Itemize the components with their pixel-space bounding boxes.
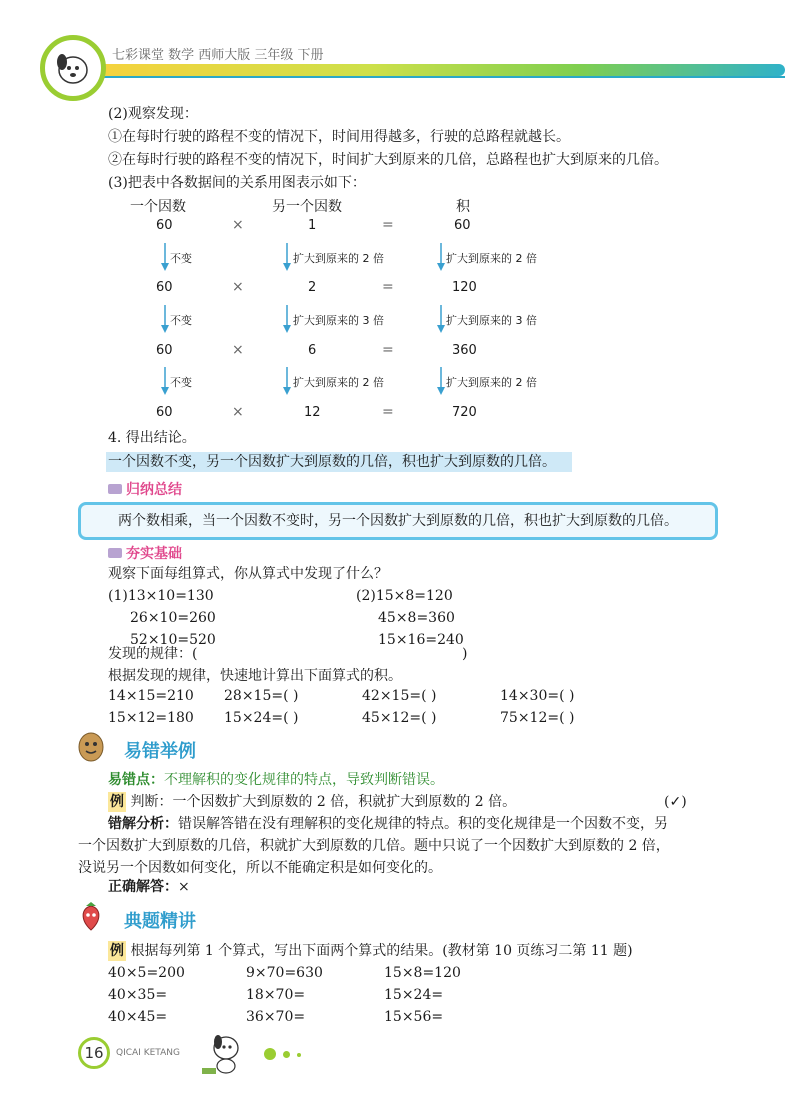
answer-label: 正确解答：	[108, 879, 178, 895]
down-arrow-icon	[436, 305, 446, 333]
classic-col-3-item[interactable]: 15×56=	[384, 1009, 444, 1025]
strawberry-mascot-icon	[74, 900, 108, 938]
compute-item: 14×15=210	[108, 688, 194, 704]
observe-line-2: ②在每时行驶的路程不变的情况下，时间扩大到原来的几倍，总路程也扩大到原来的几倍。	[108, 152, 668, 168]
times-symbol: ×	[232, 342, 244, 358]
answer-value: ×	[178, 879, 190, 895]
classic-col-1-item[interactable]: 40×35=	[108, 987, 168, 1003]
arrow-note: 扩大到原来的 3 倍	[293, 314, 384, 327]
diagram-factor-b: 1	[308, 218, 317, 233]
arrow-note: 扩大到原来的 2 倍	[446, 252, 537, 265]
error-point-label: 易错点：	[108, 772, 164, 788]
classic-col-3-item[interactable]: 15×24=	[384, 987, 444, 1003]
conclusion-heading: 4. 得出结论。	[108, 430, 196, 446]
analysis-line-3: 没说另一个因数如何变化，所以不能确定积是如何变化的。	[78, 860, 442, 876]
group-1-line: 52×10=520	[130, 632, 216, 648]
down-arrow-icon	[282, 305, 292, 333]
diagram-col-2-header: 另一个因数	[272, 199, 342, 215]
mascot-icon	[40, 35, 106, 101]
book-icon	[108, 484, 122, 494]
down-arrow-icon	[436, 367, 446, 395]
equals-symbol: =	[382, 279, 394, 295]
conclusion-text: 一个因数不变，另一个因数扩大到原数的几倍，积也扩大到原数的几倍。	[108, 454, 556, 470]
compute-blank[interactable]: 45×12=( )	[362, 710, 437, 726]
classic-title: 典题精讲	[124, 911, 196, 932]
arrow-note: 不变	[170, 252, 192, 265]
group-1-line: 26×10=260	[130, 610, 216, 626]
diagram-factor-a: 60	[156, 218, 173, 233]
arrow-note: 不变	[170, 376, 192, 389]
header-bar	[95, 64, 785, 76]
group-2-line: 45×8=360	[378, 610, 455, 626]
equals-symbol: =	[382, 342, 394, 358]
classic-col-3-item: 15×8=120	[384, 965, 461, 981]
analysis-line-1: 错误解答错在没有理解积的变化规律的特点。积的变化规律是一个因数不变，另	[178, 816, 668, 832]
summary-text: 两个数相乘，当一个因数不变时，另一个因数扩大到原数的几倍，积也扩大到原数的几倍。	[118, 513, 678, 529]
compute-blank[interactable]: 15×24=( )	[224, 710, 299, 726]
diagram-col-1-header: 一个因数	[130, 199, 186, 215]
down-arrow-icon	[160, 243, 170, 271]
summary-label: 归纳总结	[126, 482, 182, 498]
diagram-factor-b: 6	[308, 343, 317, 358]
diagram-product: 60	[454, 218, 471, 233]
diagram-product: 120	[452, 280, 477, 295]
group-2-line: (2)15×8=120	[356, 588, 453, 604]
arrow-note: 扩大到原来的 2 倍	[293, 252, 384, 265]
classic-col-1-item: 40×5=200	[108, 965, 185, 981]
book-icon	[108, 548, 122, 558]
down-arrow-icon	[160, 367, 170, 395]
header-title: 七彩课堂 数学 西师大版 三年级 下册	[112, 48, 324, 63]
compute-blank[interactable]: 75×12=( )	[500, 710, 575, 726]
times-symbol: ×	[232, 404, 244, 420]
down-arrow-icon	[160, 305, 170, 333]
compute-blank[interactable]: 14×30=( )	[500, 688, 575, 704]
classic-col-2-item[interactable]: 18×70=	[246, 987, 306, 1003]
arrow-note: 扩大到原来的 2 倍	[293, 376, 384, 389]
example-tag: 例	[110, 943, 124, 959]
compute-prompt: 根据发现的规律，快速地计算出下面算式的积。	[108, 668, 402, 684]
classic-col-2-item[interactable]: 36×70=	[246, 1009, 306, 1025]
group-1-line: (1)13×10=130	[108, 588, 214, 604]
example-tag: 例	[110, 794, 124, 810]
equals-symbol: =	[382, 404, 394, 420]
equals-symbol: =	[382, 217, 394, 233]
basics-label: 夯实基础	[126, 546, 182, 562]
diagram-factor-a: 60	[156, 405, 173, 420]
error-point-text: 不理解积的变化规律的特点，导致判断错误。	[164, 772, 444, 788]
diagram-col-3-header: 积	[456, 199, 470, 215]
rule-blank[interactable]: 发现的规律：(	[108, 646, 198, 662]
potato-mascot-icon	[74, 730, 108, 768]
analysis-line-2: 一个因数扩大到原数的几倍，积就扩大到原数的几倍。题中只说了一个因数扩大到原数的 2 倍，	[78, 838, 670, 854]
observe-heading: (2)观察发现：	[108, 106, 198, 122]
diagram-product: 720	[452, 405, 477, 420]
classic-col-1-item[interactable]: 40×45=	[108, 1009, 168, 1025]
compute-item: 15×12=180	[108, 710, 194, 726]
down-arrow-icon	[282, 367, 292, 395]
header-underline	[95, 76, 785, 78]
times-symbol: ×	[232, 279, 244, 295]
arrow-note: 扩大到原来的 3 倍	[446, 314, 537, 327]
analysis-label: 错解分析：	[108, 816, 178, 832]
down-arrow-icon	[436, 243, 446, 271]
observe-line-1: ①在每时行驶的路程不变的情况下，时间用得越多，行驶的总路程就越长。	[108, 129, 570, 145]
diagram-factor-a: 60	[156, 343, 173, 358]
observe-line-3: (3)把表中各数据间的关系用图表示如下：	[108, 175, 366, 191]
diagram-factor-b: 12	[304, 405, 321, 420]
down-arrow-icon	[282, 243, 292, 271]
classic-col-2-item: 9×70=630	[246, 965, 323, 981]
compute-blank[interactable]: 42×15=( )	[362, 688, 437, 704]
example-mark: (✓)	[664, 794, 687, 810]
dog-mascot-icon	[196, 1030, 252, 1080]
footer-dot	[264, 1048, 276, 1060]
diagram-product: 360	[452, 343, 477, 358]
compute-blank[interactable]: 28×15=( )	[224, 688, 299, 704]
basics-prompt: 观察下面每组算式，你从算式中发现了什么？	[108, 566, 388, 582]
diagram-factor-a: 60	[156, 280, 173, 295]
errors-title: 易错举例	[124, 741, 196, 762]
times-symbol: ×	[232, 217, 244, 233]
footer-dot	[283, 1051, 290, 1058]
footer-dot	[297, 1053, 301, 1057]
diagram-factor-b: 2	[308, 280, 317, 295]
arrow-note: 不变	[170, 314, 192, 327]
rule-close: )	[462, 646, 468, 662]
group-2-line: 15×16=240	[378, 632, 464, 648]
arrow-note: 扩大到原来的 2 倍	[446, 376, 537, 389]
example-text: 判断：一个因数扩大到原数的 2 倍，积就扩大到原数的 2 倍。	[130, 794, 517, 810]
footer-brand: QICAI KETANG	[116, 1048, 180, 1058]
classic-example-text: 根据每列第 1 个算式，写出下面两个算式的结果。(教材第 10 页练习二第 11 题)	[130, 943, 633, 959]
page-number: 16	[78, 1037, 110, 1069]
